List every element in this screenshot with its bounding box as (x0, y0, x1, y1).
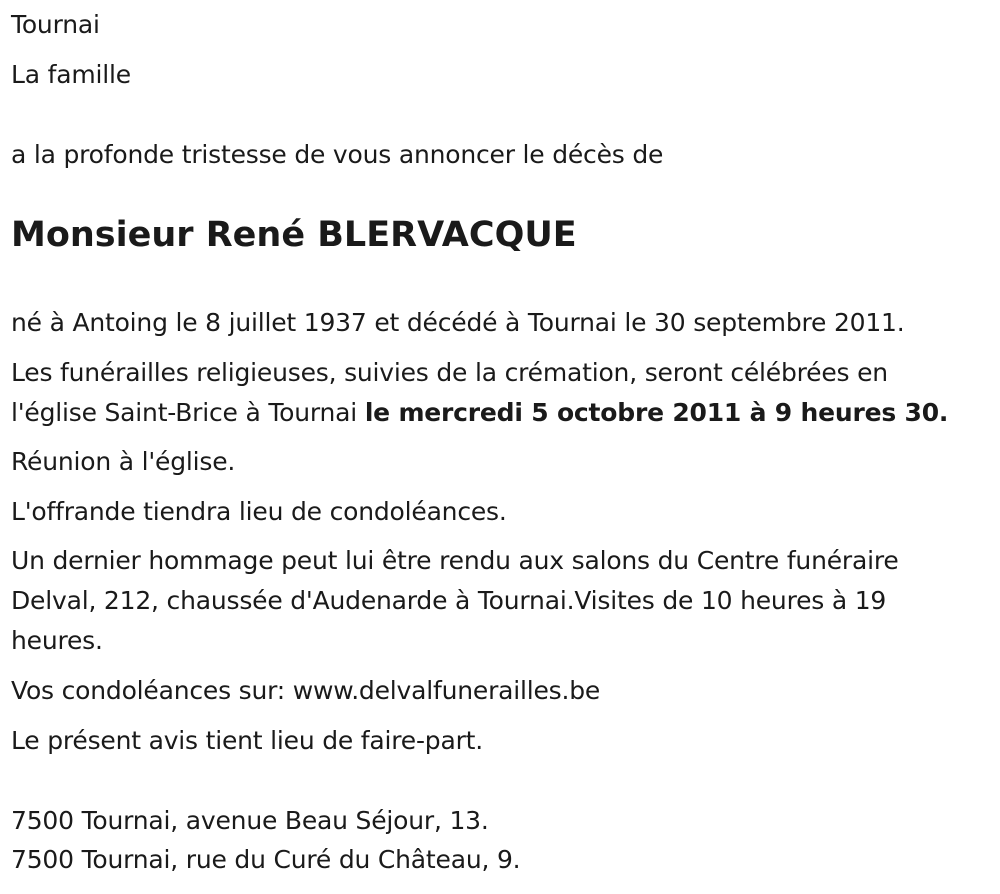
reunion-line: Réunion à l'église. (11, 447, 236, 476)
notice-statement-line: Le présent avis tient lieu de faire-part. (11, 726, 484, 755)
homage-line-3: heures. (11, 626, 103, 655)
condolences-line: Vos condoléances sur: www.delvalfunerailles.be (11, 676, 601, 705)
address-line-2: 7500 Tournai, rue du Curé du Château, 9. (11, 845, 521, 874)
place-line: Tournai (11, 10, 100, 39)
address-line-1: 7500 Tournai, avenue Beau Séjour, 13. (11, 806, 489, 835)
funeral-line-2 (11, 393, 948, 433)
homage-line-1: Un dernier hommage peut lui être rendu aux salons du Centre funéraire (11, 546, 899, 575)
intro-line: a la profonde tristesse de vous annoncer le décès de (11, 140, 664, 169)
offering-line: L'offrande tiendra lieu de condoléances. (11, 497, 507, 526)
homage-line-2: Delval, 212, chaussée d'Audenarde à Tournai.Visites de 10 heures à 19 (11, 586, 887, 615)
birth-death-line: né à Antoing le 8 juillet 1937 et décédé à Tournai le 30 septembre 2011. (11, 308, 905, 337)
funeral-line-1: Les funérailles religieuses, suivies de la crémation, seront célébrées en (11, 358, 888, 387)
family-line: La famille (11, 60, 131, 89)
deceased-name: Monsieur René BLERVACQUE (11, 215, 577, 255)
funeral-date-time: le mercredi 5 octobre 2011 à 9 heures 30. (364, 398, 949, 427)
funeral-location: l'église Saint-Brice à Tournai (11, 398, 365, 427)
